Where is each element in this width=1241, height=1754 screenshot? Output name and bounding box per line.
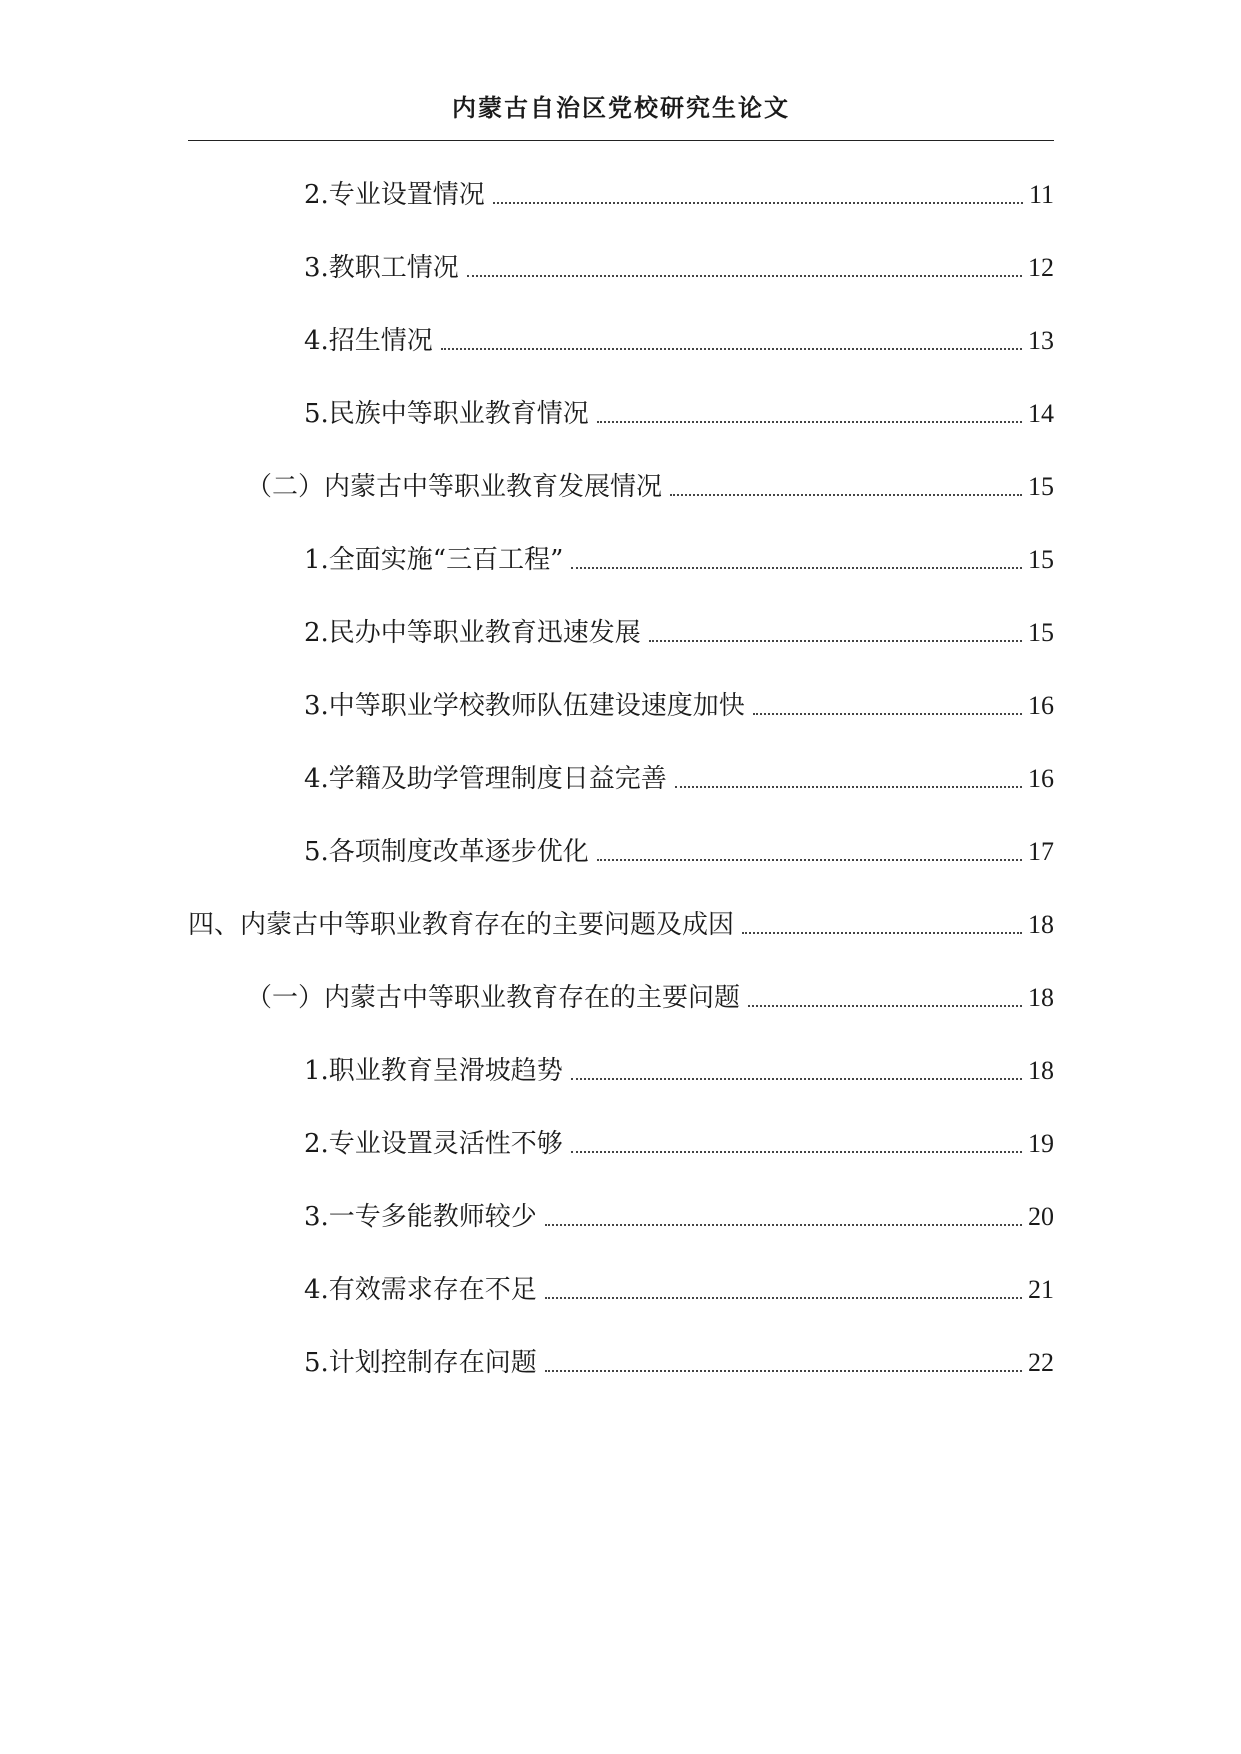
toc-entry-label: 5.民族中等职业教育情况 [304, 399, 589, 429]
toc-entry[interactable] [304, 1048, 1054, 1088]
toc-entry-label: 3.一专多能教师较少 [304, 1202, 537, 1232]
dot-leader [545, 1370, 1022, 1372]
dot-leader [571, 567, 1022, 569]
dot-leader [649, 640, 1022, 642]
toc-entry-label: 4.学籍及助学管理制度日益完善 [304, 764, 667, 794]
toc-entry-page: 15 [1028, 472, 1054, 501]
toc-entry[interactable] [304, 318, 1054, 358]
dot-leader [467, 275, 1022, 277]
dot-leader [545, 1224, 1022, 1226]
page-header [188, 92, 1054, 141]
toc-entry-page: 18 [1028, 1056, 1054, 1085]
toc-entry-page: 14 [1028, 399, 1054, 428]
toc-entry-label: 1.职业教育呈滑坡趋势 [304, 1056, 563, 1086]
toc-entry[interactable] [304, 610, 1054, 650]
toc-entry-page: 20 [1028, 1202, 1054, 1231]
toc-entry-label: 5.计划控制存在问题 [304, 1348, 537, 1378]
toc-entry-page: 16 [1028, 691, 1054, 720]
dot-leader [742, 932, 1022, 934]
dot-leader [675, 786, 1022, 788]
toc-entry-page: 15 [1028, 545, 1054, 574]
toc-entry-page: 12 [1028, 253, 1054, 282]
toc-entry-page: 18 [1028, 910, 1054, 939]
toc-entry-label: 4.有效需求存在不足 [304, 1275, 537, 1305]
toc-entry-page: 21 [1028, 1275, 1054, 1304]
toc-entry-label: 2.民办中等职业教育迅速发展 [304, 618, 641, 648]
header-title: 内蒙古自治区党校研究生论文 [452, 94, 790, 122]
toc-entry[interactable] [304, 756, 1054, 796]
toc-entry-page: 22 [1028, 1348, 1054, 1377]
dot-leader [748, 1005, 1022, 1007]
toc-entry[interactable] [304, 829, 1054, 869]
toc-entry-page: 17 [1028, 837, 1054, 866]
toc-entry[interactable] [304, 1340, 1054, 1380]
toc-entry-page: 19 [1028, 1129, 1054, 1158]
toc-entry-label: 5.各项制度改革逐步优化 [304, 837, 589, 867]
toc-entry-label: （二）内蒙古中等职业教育发展情况 [246, 472, 663, 502]
toc-entry[interactable] [246, 464, 1054, 504]
toc-entry[interactable] [304, 1194, 1054, 1234]
dot-leader [597, 859, 1022, 861]
dot-leader [545, 1297, 1022, 1299]
toc-entry-page: 18 [1028, 983, 1054, 1012]
toc-entry-label: 2.专业设置情况 [304, 180, 485, 210]
toc-entry-page: 16 [1028, 764, 1054, 793]
dot-leader [441, 348, 1022, 350]
toc-entry[interactable] [304, 391, 1054, 431]
dot-leader [571, 1078, 1022, 1080]
toc-entry[interactable] [304, 1267, 1054, 1307]
toc-entry-label: 3.教职工情况 [304, 253, 459, 283]
toc-entry[interactable] [304, 1121, 1054, 1161]
toc-entry-label: 四、内蒙古中等职业教育存在的主要问题及成因 [188, 910, 735, 940]
toc-entry-label: 2.专业设置灵活性不够 [304, 1129, 563, 1159]
toc-entry-label: 1.全面实施“三百工程” [304, 545, 564, 575]
toc-entry[interactable] [246, 975, 1054, 1015]
toc-entry[interactable] [304, 537, 1054, 577]
toc-entry-label: 4.招生情况 [304, 326, 433, 356]
dot-leader [571, 1151, 1022, 1153]
toc-entry-page: 13 [1028, 326, 1054, 355]
toc-entry-page: 11 [1028, 180, 1054, 209]
dot-leader [493, 202, 1023, 204]
dot-leader [597, 421, 1022, 423]
toc-entry[interactable] [304, 245, 1054, 285]
toc-entry[interactable] [304, 172, 1054, 212]
toc-entry-page: 15 [1028, 618, 1054, 647]
dot-leader [670, 494, 1022, 496]
toc-entry[interactable] [188, 902, 1054, 942]
toc-entry[interactable] [304, 683, 1054, 723]
dot-leader [753, 713, 1022, 715]
toc-entry-label: 3.中等职业学校教师队伍建设速度加快 [304, 691, 745, 721]
toc-entry-label: （一）内蒙古中等职业教育存在的主要问题 [246, 983, 741, 1013]
